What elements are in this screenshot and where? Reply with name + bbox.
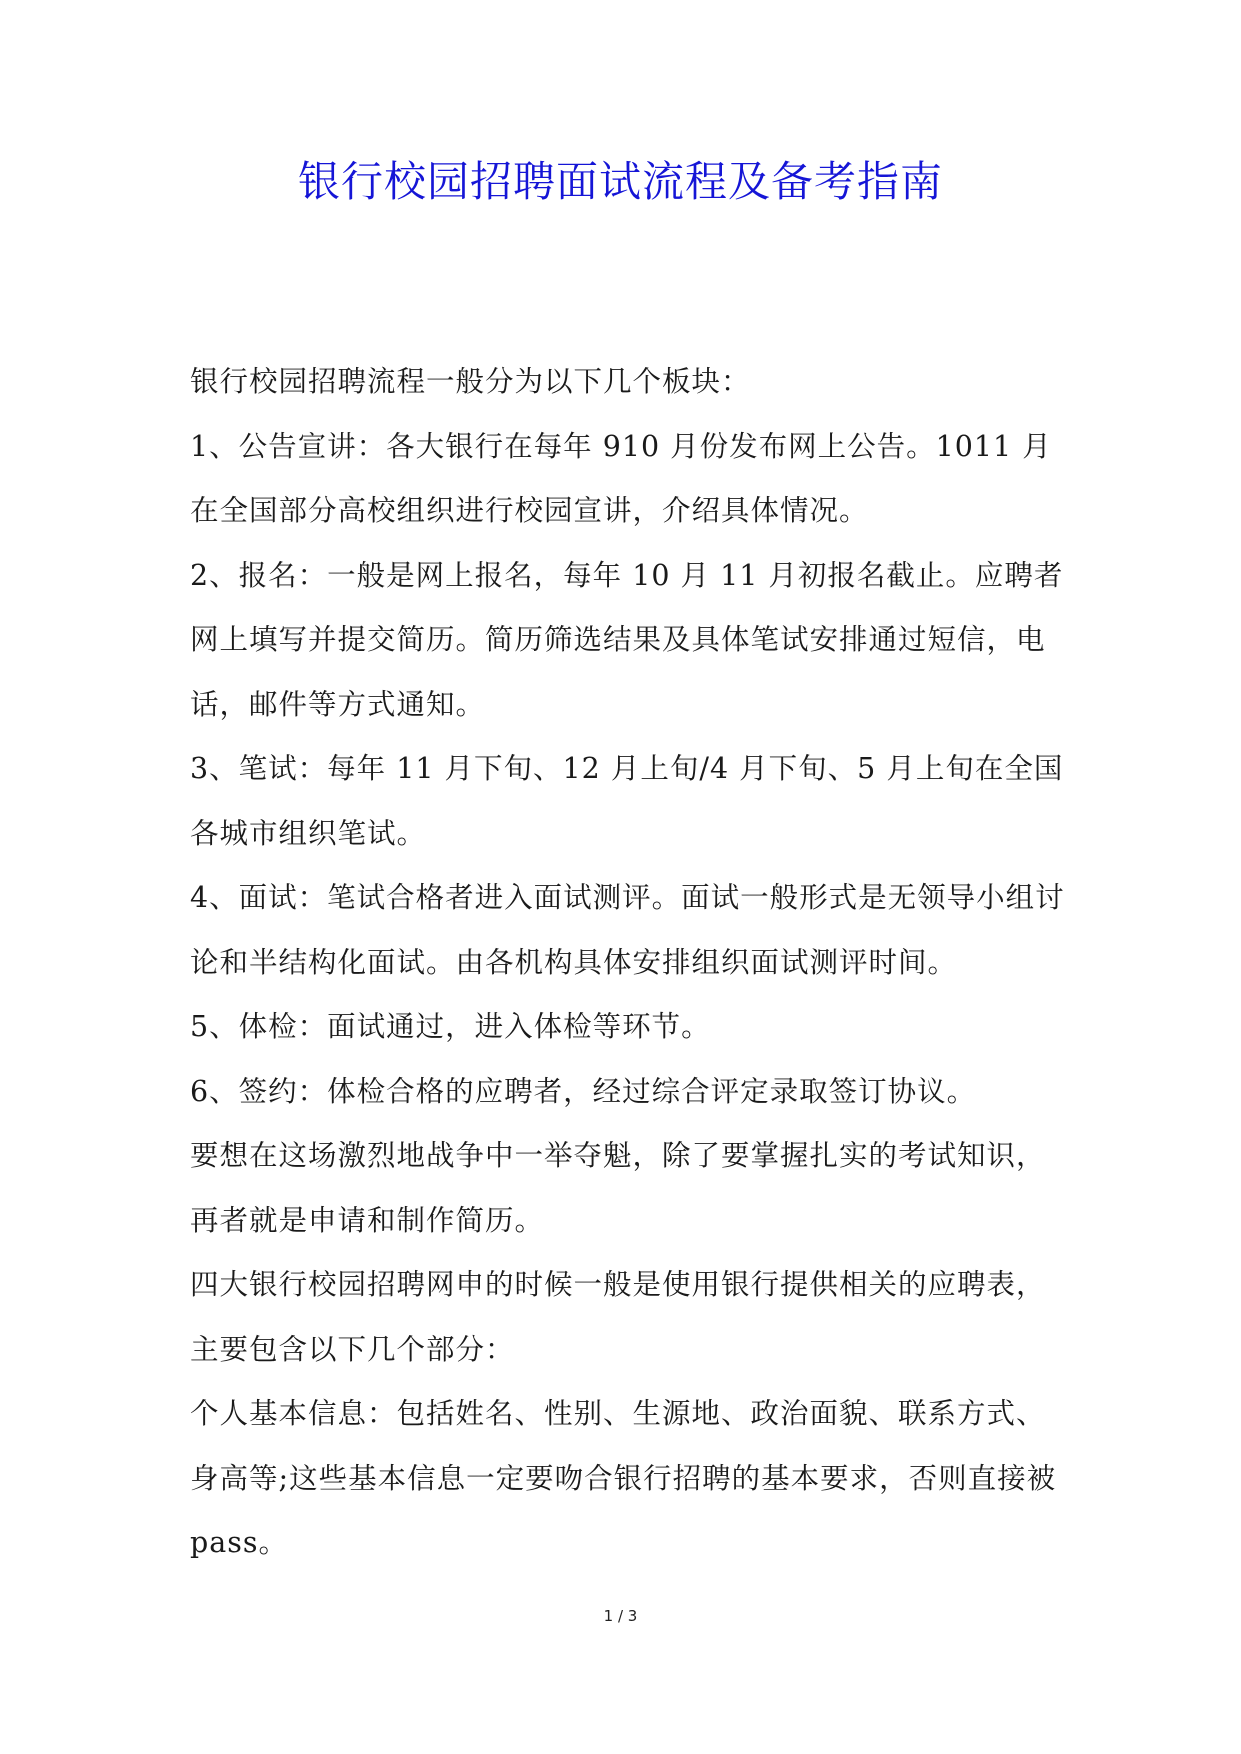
document-body bbox=[190, 350, 1070, 1576]
paragraph-step-6: 6、签约：体检合格的应聘者，经过综合评定录取签订协议。 bbox=[190, 1074, 977, 1108]
page-number: 1 / 3 bbox=[603, 1607, 638, 1625]
paragraph-resume-importance: 要想在这场激烈地战争中一举夺魁，除了要掌握扎实的考试知识，再者就是申请和制作简历。 bbox=[190, 1139, 1046, 1237]
paragraph-step-2: 2、报名：一般是网上报名，每年 10 月 11 月初报名截止。应聘者网上填写并提交简历。简历筛选结果及具体笔试安排通过短信，电话，邮件等方式通知。 bbox=[190, 558, 1064, 721]
paragraph-intro: 银行校园招聘流程一般分为以下几个板块： bbox=[190, 365, 751, 398]
document-title: 银行校园招聘面试流程及备考指南 bbox=[297, 157, 943, 206]
paragraph-step-4: 4、面试：笔试合格者进入面试测评。面试一般形式是无领导小组讨论和半结构化面试。由各机构具体安排组织面试测评时间。 bbox=[190, 881, 1065, 979]
paragraph-step-3: 3、笔试：每年 11 月下旬、12 月上旬/4 月下旬、5 月上旬在全国各城市组织笔试。 bbox=[190, 752, 1064, 850]
paragraph-application-form: 四大银行校园招聘网申的时候一般是使用银行提供相关的应聘表，主要包含以下几个部分： bbox=[190, 1268, 1046, 1366]
paragraph-step-5: 5、体检：面试通过，进入体检等环节。 bbox=[190, 1010, 711, 1043]
paragraph-step-1: 1、公告宣讲：各大银行在每年 910 月份发布网上公告。1011 月在全国部分高校组织进行校园宣讲，介绍具体情况。 bbox=[190, 429, 1052, 527]
paragraph-personal-info: 个人基本信息：包括姓名、性别、生源地、政治面貌、联系方式、身高等;这些基本信息一定要吻合银行招聘的基本要求，否则直接被 pass。 bbox=[190, 1397, 1057, 1559]
